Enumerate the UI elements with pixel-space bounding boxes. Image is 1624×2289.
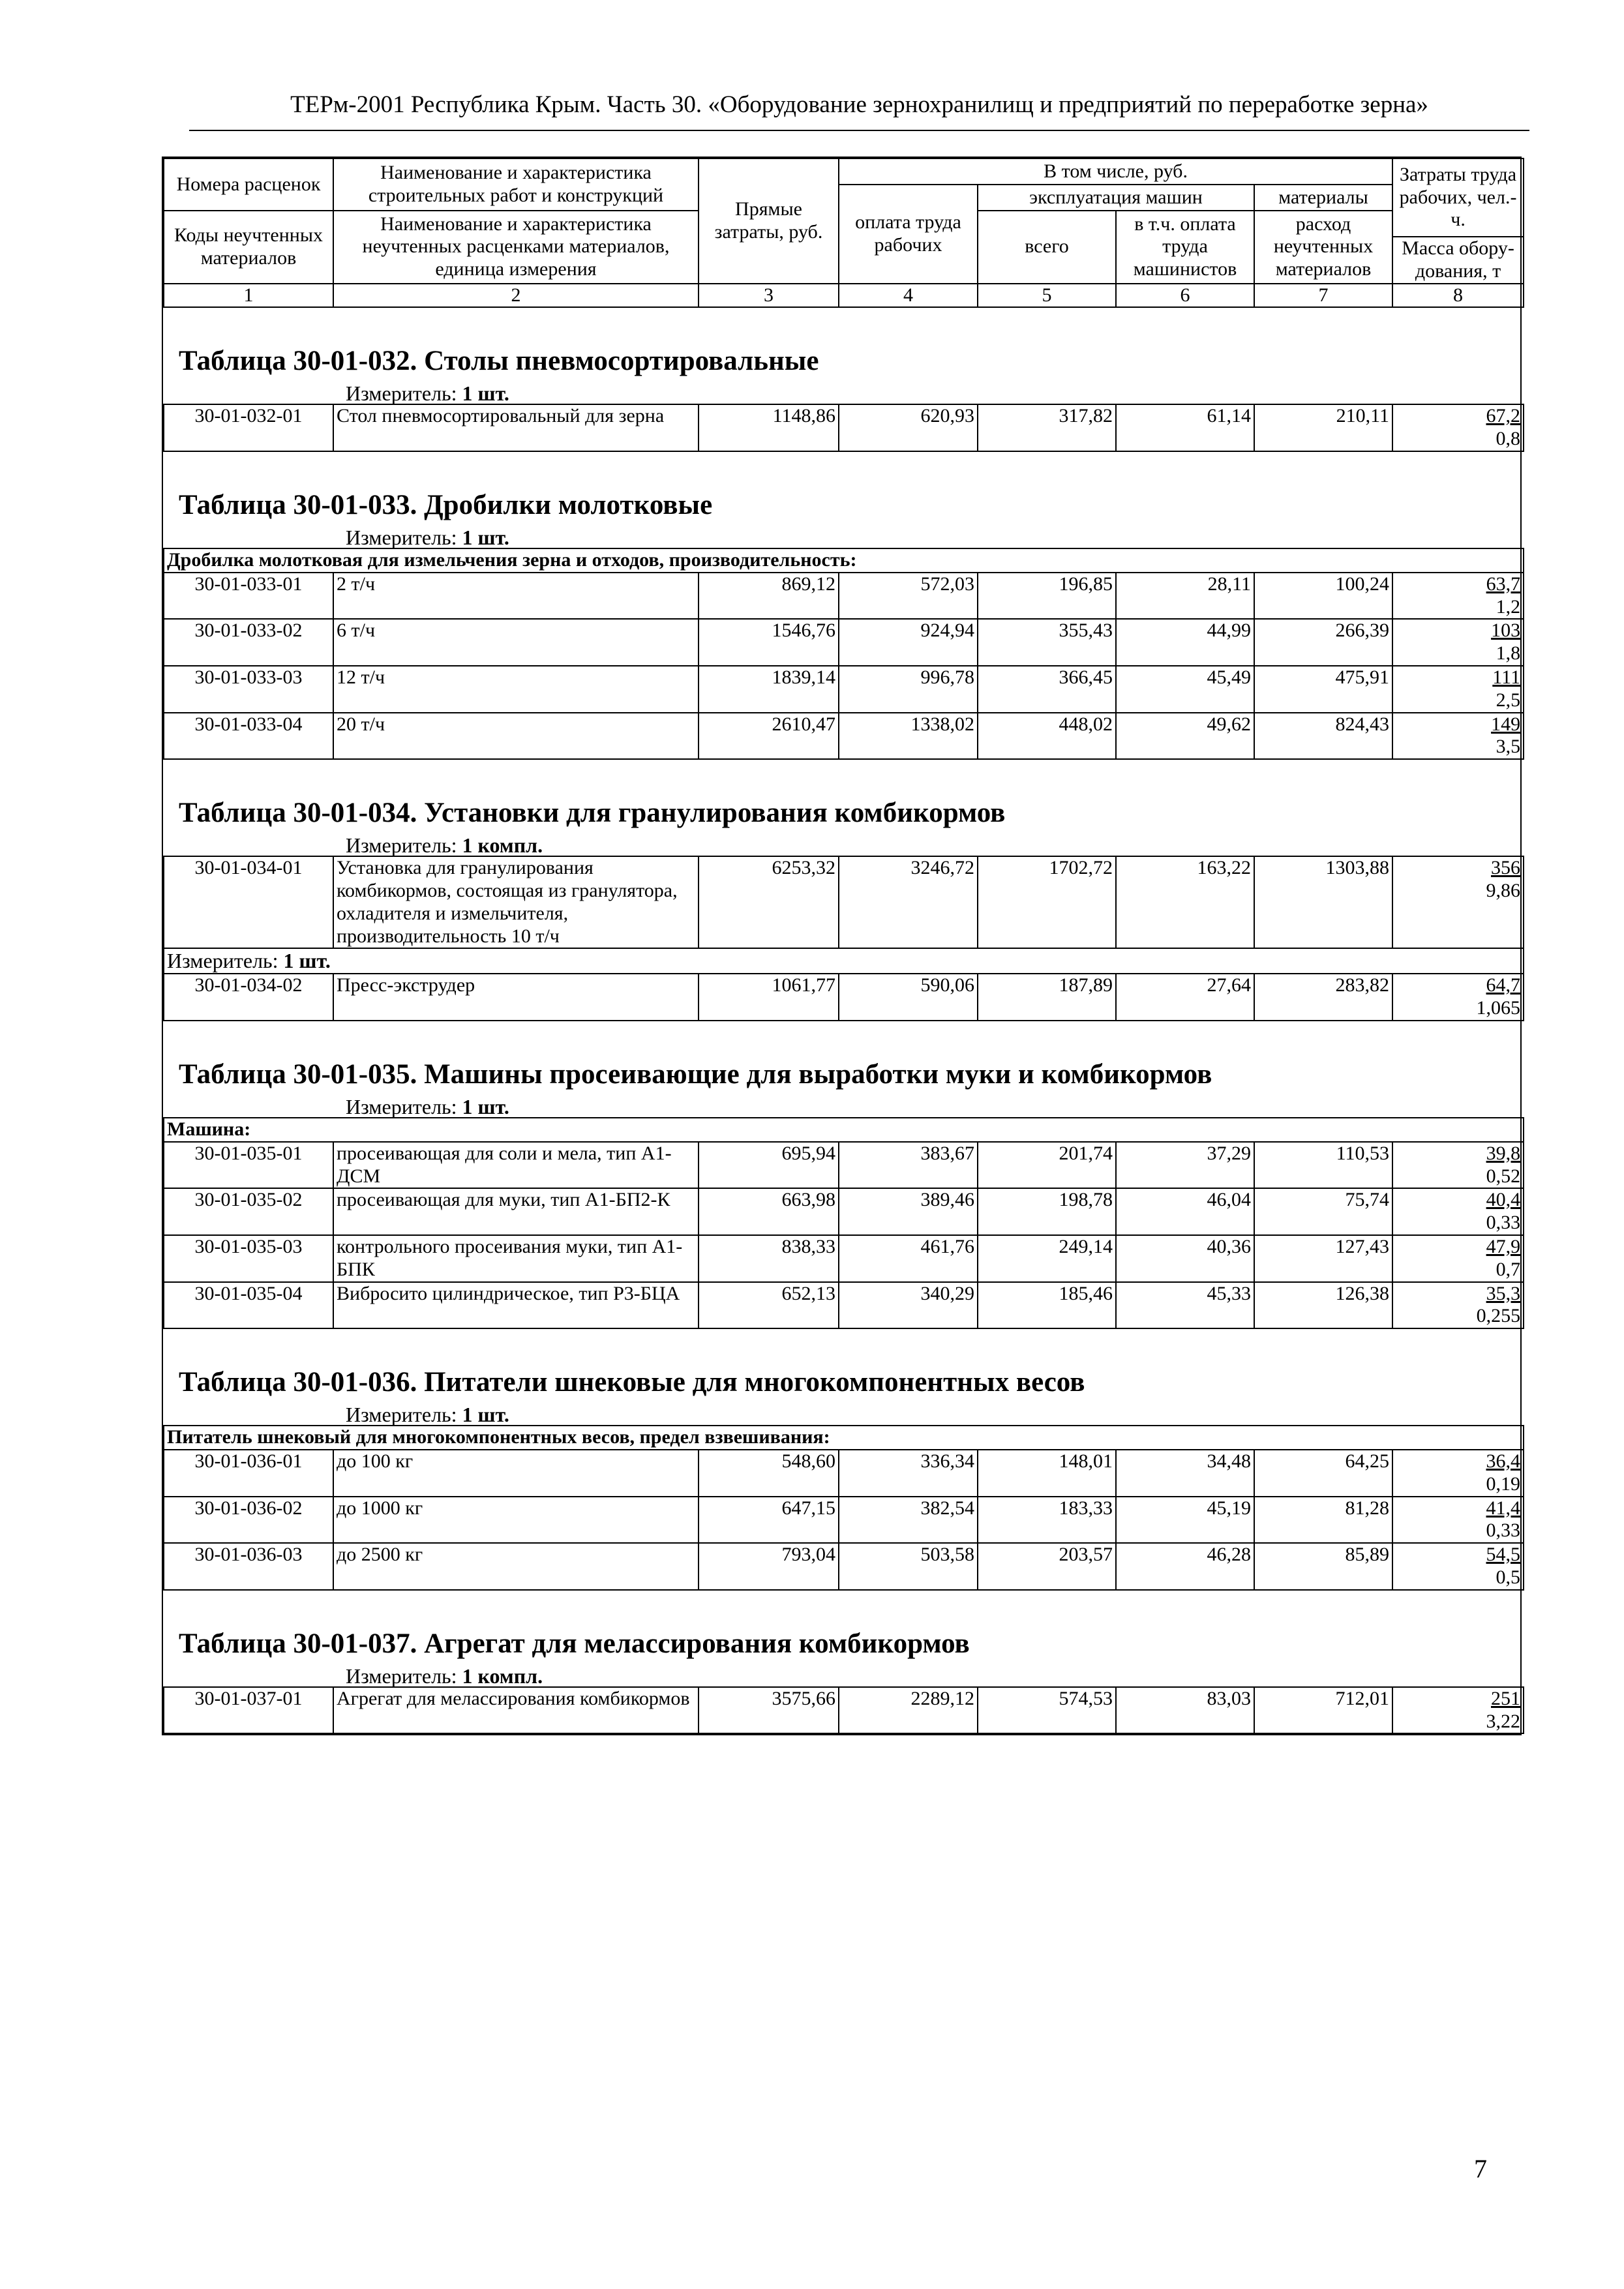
machines-total: 249,14 (978, 1235, 1116, 1282)
table-row (164, 619, 1524, 666)
labor-costs: 41,4 (1486, 1497, 1520, 1519)
table-row (164, 974, 1524, 1021)
rate-code: 30-01-032-01 (164, 404, 333, 451)
machines-total: 448,02 (978, 713, 1116, 760)
equipment-mass: 0,19 (1486, 1473, 1520, 1495)
labor-mass (1392, 974, 1524, 1021)
rate-name: просеивающая для соли и мела, тип А1-ДСМ (333, 1142, 699, 1189)
worker-wages: 2289,12 (839, 1687, 978, 1734)
table-row (164, 1543, 1524, 1590)
rate-code: 30-01-035-01 (164, 1142, 333, 1189)
machines-total: 187,89 (978, 974, 1116, 1021)
rate-code: 30-01-033-02 (164, 619, 333, 666)
machines-total: 203,57 (978, 1543, 1116, 1590)
rate-code: 30-01-035-02 (164, 1188, 333, 1235)
equipment-mass: 0,33 (1486, 1212, 1521, 1234)
section-spacer (163, 1591, 1520, 1630)
labor-mass (1392, 1543, 1524, 1590)
table-row (164, 1450, 1524, 1497)
rate-code: 30-01-036-02 (164, 1497, 333, 1544)
worker-wages: 924,94 (839, 619, 978, 666)
machines-total: 198,78 (978, 1188, 1116, 1235)
table-row (164, 666, 1524, 713)
labor-costs: 103 (1491, 620, 1521, 642)
price-table (162, 157, 1522, 1735)
machines-total: 1702,72 (978, 856, 1116, 948)
section-title: Таблица 30-01-034. Установки для гранулирования комбикормов (179, 798, 1006, 829)
worker-wages: 572,03 (839, 573, 978, 620)
direct-costs: 652,13 (699, 1282, 839, 1329)
header-num: 2 (333, 284, 699, 308)
header-num: 1 (164, 284, 333, 308)
header-materials: материалы (1254, 185, 1392, 211)
labor-mass (1392, 1142, 1524, 1189)
labor-mass (1392, 1188, 1524, 1235)
direct-costs: 647,15 (699, 1497, 839, 1544)
rate-name: до 1000 кг (333, 1497, 699, 1544)
rate-name: 2 т/ч (333, 573, 699, 620)
equipment-mass: 1,2 (1496, 595, 1521, 618)
header-direct-costs: Прямые затраты, руб. (699, 158, 839, 284)
materials: 100,24 (1254, 573, 1392, 620)
rate-name: Пресс-экструдер (333, 974, 699, 1021)
materials: 126,38 (1254, 1282, 1392, 1329)
header-num: 7 (1254, 284, 1392, 308)
worker-wages: 1338,02 (839, 713, 978, 760)
worker-wages: 590,06 (839, 974, 978, 1021)
rate-name: Установка для гранулирования комбикормов, состоящая из гранулятора, охладителя и измельчителя, производительность 10 т/ч (333, 856, 699, 948)
worker-wages: 620,93 (839, 404, 978, 451)
section-table (163, 856, 1524, 1021)
group-caption: Питатель шнековый для многокомпонентных весов, предел взвешивания: (164, 1426, 1524, 1450)
header-machines-total: всего (978, 211, 1116, 284)
section-table (163, 1686, 1524, 1735)
direct-costs: 2610,47 (699, 713, 839, 760)
materials: 64,25 (1254, 1450, 1392, 1497)
worker-wages: 461,76 (839, 1235, 978, 1282)
materials: 824,43 (1254, 713, 1392, 760)
machinist-wages: 37,29 (1116, 1142, 1254, 1189)
equipment-mass: 0,5 (1496, 1566, 1520, 1588)
section-spacer (163, 452, 1520, 491)
labor-costs: 111 (1492, 666, 1521, 688)
section-table (163, 548, 1524, 760)
rate-code: 30-01-034-02 (164, 974, 333, 1021)
section-table (163, 404, 1524, 452)
machinist-wages: 49,62 (1116, 713, 1254, 760)
rate-name: 6 т/ч (333, 619, 699, 666)
materials: 75,74 (1254, 1188, 1392, 1235)
direct-costs: 1148,86 (699, 404, 839, 451)
machines-total: 185,46 (978, 1282, 1116, 1329)
measure-unit: Измеритель: 1 шт. (346, 525, 509, 549)
rate-code: 30-01-033-01 (164, 573, 333, 620)
header-machines-wages: в т.ч. оплата труда машинистов (1116, 211, 1254, 284)
machines-total: 355,43 (978, 619, 1116, 666)
table-row (164, 1687, 1524, 1734)
rate-code: 30-01-037-01 (164, 1687, 333, 1734)
rate-name: до 2500 кг (333, 1543, 699, 1590)
labor-costs: 356 (1491, 857, 1520, 879)
table-row (164, 404, 1524, 451)
measure-unit: Измеритель: 1 шт. (346, 382, 509, 406)
equipment-mass: 0,33 (1486, 1519, 1520, 1542)
direct-costs: 3575,66 (699, 1687, 839, 1734)
header-col2-top: Наименование и характеристика строительных работ и конструкций (333, 158, 699, 211)
labor-mass (1392, 666, 1524, 713)
equipment-mass: 0,7 (1496, 1258, 1521, 1280)
equipment-mass: 3,22 (1486, 1710, 1520, 1732)
labor-mass (1392, 1497, 1524, 1544)
equipment-mass: 9,86 (1486, 879, 1520, 901)
rate-name: просеивающая для муки, тип А1-БП2-К (333, 1188, 699, 1235)
table-row (164, 856, 1524, 948)
worker-wages: 996,78 (839, 666, 978, 713)
rate-code: 30-01-035-04 (164, 1282, 333, 1329)
materials: 210,11 (1254, 404, 1392, 451)
measure-unit: Измеритель: 1 шт. (164, 948, 1524, 974)
labor-costs: 40,4 (1486, 1189, 1521, 1211)
rate-name: Стол пневмосортировальный для зерна (333, 404, 699, 451)
machines-total: 366,45 (978, 666, 1116, 713)
materials: 475,91 (1254, 666, 1392, 713)
worker-wages: 3246,72 (839, 856, 978, 948)
materials: 127,43 (1254, 1235, 1392, 1282)
machinist-wages: 83,03 (1116, 1687, 1254, 1734)
sections-container (163, 308, 1520, 1734)
machinist-wages: 27,64 (1116, 974, 1254, 1021)
machinist-wages: 28,11 (1116, 573, 1254, 620)
table-row (164, 713, 1524, 760)
table-row (164, 1235, 1524, 1282)
direct-costs: 1061,77 (699, 974, 839, 1021)
machines-total: 317,82 (978, 404, 1116, 451)
section-title: Таблица 30-01-035. Машины просеивающие для выработки муки и комбикормов (179, 1059, 1212, 1090)
table-row (164, 1282, 1524, 1329)
header-num: 3 (699, 284, 839, 308)
page-number: 7 (1474, 2154, 1487, 2183)
machines-total: 201,74 (978, 1142, 1116, 1189)
direct-costs: 838,33 (699, 1235, 839, 1282)
rate-name: 20 т/ч (333, 713, 699, 760)
section-table (163, 1117, 1524, 1329)
direct-costs: 663,98 (699, 1188, 839, 1235)
rate-name: Вибросито цилиндрическое, тип Р3-БЦА (333, 1282, 699, 1329)
direct-costs: 793,04 (699, 1543, 839, 1590)
section-spacer (163, 760, 1520, 799)
rate-code: 30-01-034-01 (164, 856, 333, 948)
labor-mass (1392, 619, 1524, 666)
materials: 283,82 (1254, 974, 1392, 1021)
labor-costs: 36,4 (1486, 1450, 1520, 1473)
machines-total: 196,85 (978, 573, 1116, 620)
measure-unit: Измеритель: 1 шт. (346, 1095, 509, 1119)
machinist-wages: 34,48 (1116, 1450, 1254, 1497)
machinist-wages: 40,36 (1116, 1235, 1254, 1282)
worker-wages: 383,67 (839, 1142, 978, 1189)
header-col1-top: Номера расценок (164, 158, 333, 211)
section-spacer (163, 1021, 1520, 1060)
rate-name: Агрегат для мелассирования комбикормов (333, 1687, 699, 1734)
header-col2-bottom: Наименование и характеристика неучтенных расценками материалов, единица измерения (333, 211, 699, 284)
materials: 85,89 (1254, 1543, 1392, 1590)
section-spacer (163, 1329, 1520, 1368)
labor-mass (1392, 1282, 1524, 1329)
labor-mass (1392, 404, 1524, 451)
worker-wages: 336,34 (839, 1450, 978, 1497)
direct-costs: 6253,32 (699, 856, 839, 948)
direct-costs: 695,94 (699, 1142, 839, 1189)
equipment-mass: 1,065 (1476, 997, 1520, 1019)
equipment-mass: 0,255 (1476, 1305, 1521, 1327)
materials: 110,53 (1254, 1142, 1392, 1189)
equipment-mass: 2,5 (1496, 689, 1521, 711)
direct-costs: 869,12 (699, 573, 839, 620)
labor-costs: 47,9 (1486, 1236, 1521, 1258)
materials: 81,28 (1254, 1497, 1392, 1544)
machines-total: 574,53 (978, 1687, 1116, 1734)
labor-mass (1392, 573, 1524, 620)
machinist-wages: 45,33 (1116, 1282, 1254, 1329)
measure-unit: Измеритель: 1 компл. (346, 833, 543, 858)
rate-code: 30-01-035-03 (164, 1235, 333, 1282)
header-machines: эксплуатация машин (978, 185, 1254, 211)
header-mass: Масса обору-дования, т (1392, 237, 1524, 284)
labor-costs: 35,3 (1486, 1282, 1521, 1304)
worker-wages: 503,58 (839, 1543, 978, 1590)
labor-costs: 251 (1491, 1687, 1520, 1709)
equipment-mass: 1,8 (1496, 642, 1521, 665)
machinist-wages: 61,14 (1116, 404, 1254, 451)
worker-wages: 382,54 (839, 1497, 978, 1544)
section-table (163, 1425, 1524, 1591)
machinist-wages: 46,28 (1116, 1543, 1254, 1590)
labor-costs: 64,7 (1486, 974, 1520, 996)
header-including: В том числе, руб. (839, 158, 1392, 185)
header-num: 6 (1116, 284, 1254, 308)
materials: 266,39 (1254, 619, 1392, 666)
worker-wages: 340,29 (839, 1282, 978, 1329)
section-title: Таблица 30-01-036. Питатели шнековые для многокомпонентных весов (179, 1367, 1085, 1398)
labor-mass (1392, 1235, 1524, 1282)
direct-costs: 548,60 (699, 1450, 839, 1497)
header-materials-sub: расход неучтенных материалов (1254, 211, 1392, 284)
rate-code: 30-01-036-03 (164, 1543, 333, 1590)
labor-costs: 54,5 (1486, 1544, 1520, 1566)
labor-costs: 39,8 (1486, 1142, 1521, 1164)
section-title: Таблица 30-01-032. Столы пневмосортировальные (179, 346, 819, 377)
direct-costs: 1546,76 (699, 619, 839, 666)
table-row (164, 573, 1524, 620)
materials: 712,01 (1254, 1687, 1392, 1734)
machinist-wages: 163,22 (1116, 856, 1254, 948)
header-col1-bottom: Коды неучтенных материалов (164, 211, 333, 284)
header-labor: Затраты труда рабочих, чел.-ч. (1392, 158, 1524, 237)
labor-mass (1392, 856, 1524, 948)
equipment-mass: 0,8 (1496, 428, 1520, 450)
header-num: 5 (978, 284, 1116, 308)
table-row (164, 1188, 1524, 1235)
rate-name: 12 т/ч (333, 666, 699, 713)
header-rule (189, 130, 1529, 131)
header-num: 4 (839, 284, 978, 308)
machines-total: 148,01 (978, 1450, 1116, 1497)
rate-code: 30-01-036-01 (164, 1450, 333, 1497)
group-caption: Дробилка молотковая для измельчения зерна и отходов, производительность: (164, 548, 1524, 573)
machinist-wages: 45,49 (1116, 666, 1254, 713)
table-row (164, 1497, 1524, 1544)
rate-code: 30-01-033-03 (164, 666, 333, 713)
equipment-mass: 0,52 (1486, 1165, 1521, 1187)
table-row (164, 1142, 1524, 1189)
worker-wages: 389,46 (839, 1188, 978, 1235)
running-header: ТЕРм-2001 Республика Крым. Часть 30. «Оборудование зернохранилищ и предприятий по переработке зерна» (290, 91, 1428, 118)
section-title: Таблица 30-01-033. Дробилки молотковые (179, 489, 713, 520)
labor-costs: 149 (1491, 713, 1521, 735)
labor-mass (1392, 1450, 1524, 1497)
labor-mass (1392, 1687, 1524, 1734)
machinist-wages: 44,99 (1116, 619, 1254, 666)
section-title: Таблица 30-01-037. Агрегат для мелассирования комбикормов (179, 1628, 970, 1659)
table-header (163, 158, 1524, 308)
labor-mass (1392, 713, 1524, 760)
measure-unit: Измеритель: 1 шт. (346, 1403, 509, 1427)
machinist-wages: 45,19 (1116, 1497, 1254, 1544)
section-spacer (163, 308, 1520, 347)
header-wages: оплата труда рабочих (839, 185, 978, 284)
rate-name: контрольного просеивания муки, тип А1-БПК (333, 1235, 699, 1282)
direct-costs: 1839,14 (699, 666, 839, 713)
labor-costs: 67,2 (1486, 405, 1520, 427)
machines-total: 183,33 (978, 1497, 1116, 1544)
equipment-mass: 3,5 (1496, 736, 1521, 758)
header-num: 8 (1392, 284, 1524, 308)
measure-unit: Измеритель: 1 компл. (346, 1664, 543, 1688)
group-caption: Машина: (164, 1118, 1524, 1142)
rate-code: 30-01-033-04 (164, 713, 333, 760)
machinist-wages: 46,04 (1116, 1188, 1254, 1235)
labor-costs: 63,7 (1486, 573, 1521, 595)
rate-name: до 100 кг (333, 1450, 699, 1497)
materials: 1303,88 (1254, 856, 1392, 948)
